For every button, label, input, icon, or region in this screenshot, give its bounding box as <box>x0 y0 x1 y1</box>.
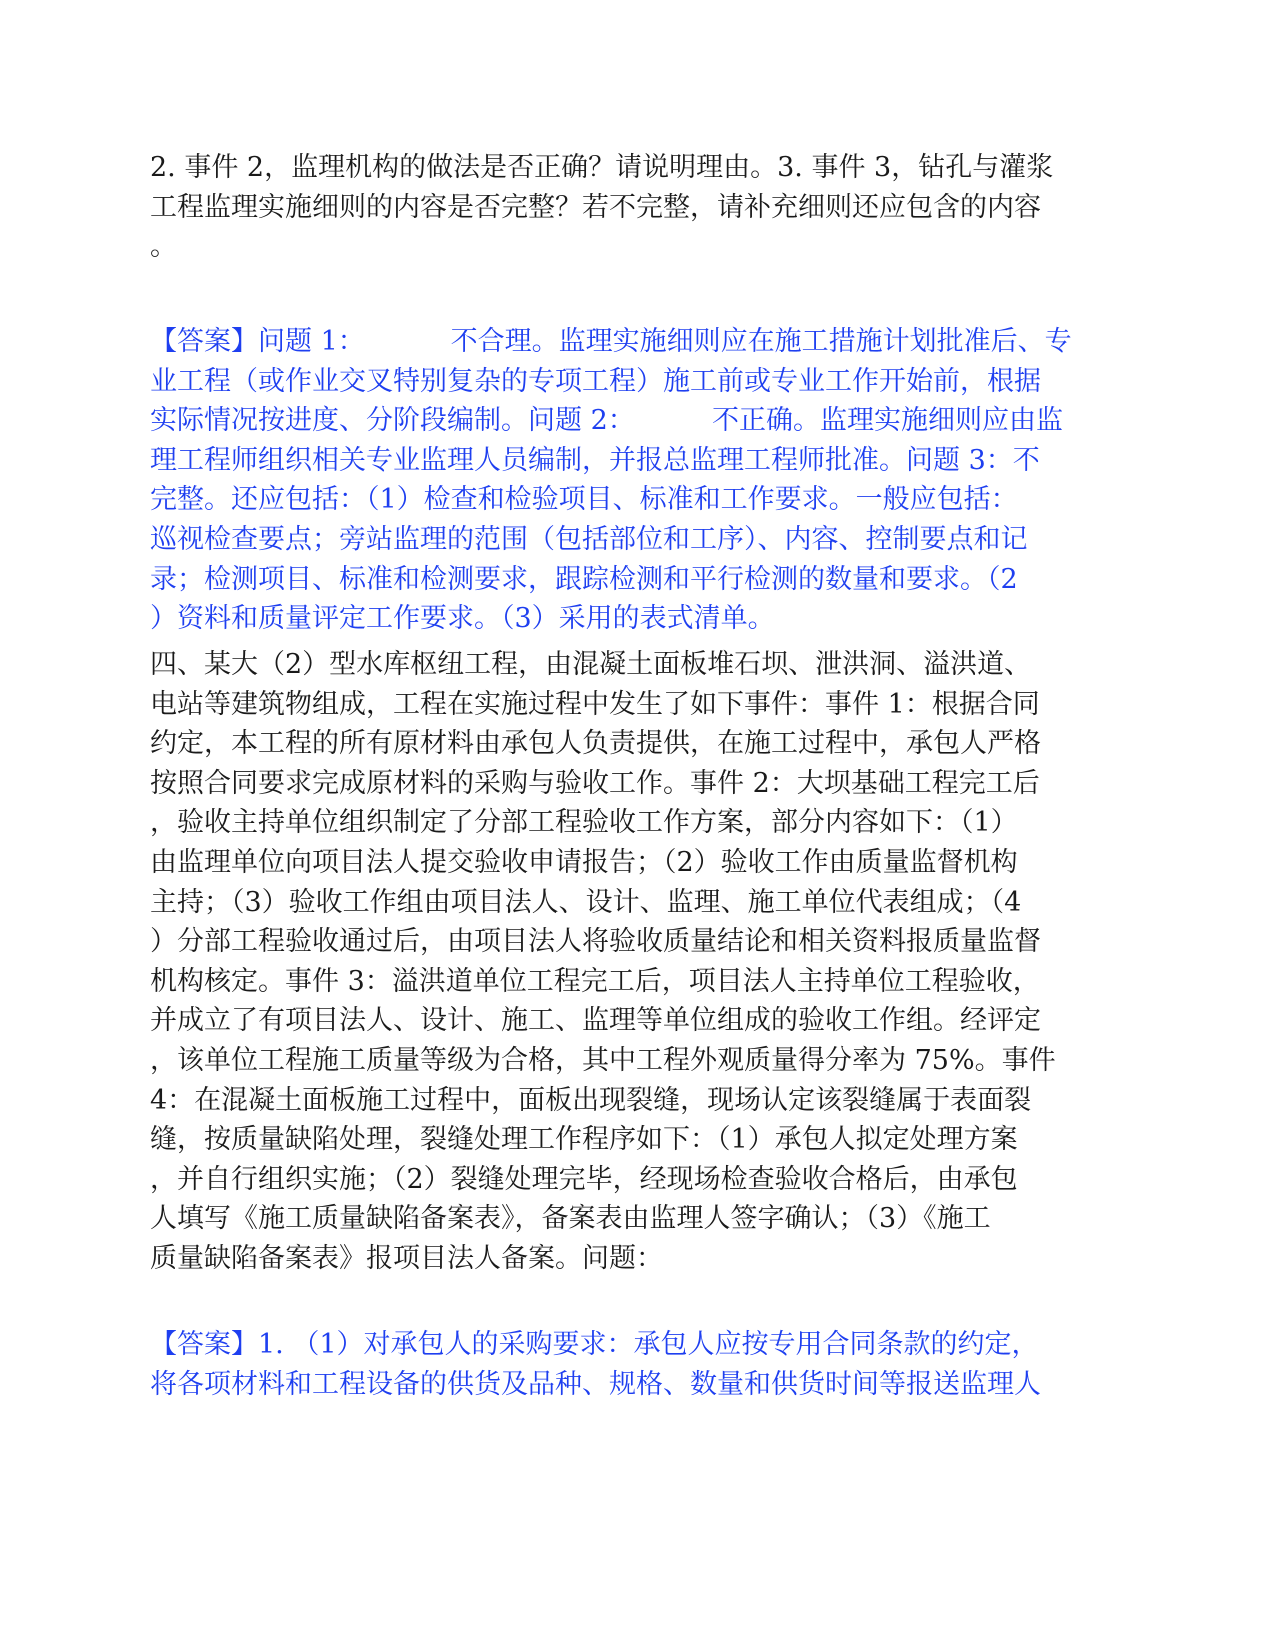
text-line: 电站等建筑物组成，工程在实施过程中发生了如下事件：事件 1：根据合同 <box>150 688 1040 720</box>
text-line: 理工程师组织相关专业监理人员编制，并报总监理工程师批准。问题 3：不 <box>150 444 1040 476</box>
text-line: 人填写《施工质量缺陷备案表》，备案表由监理人签字确认；（3）《施工 <box>150 1203 991 1235</box>
text-line: 【答案】1. （1）对承包人的采购要求：承包人应按专用合同条款的约定， <box>150 1329 1039 1360</box>
text-line: 四、某大（2）型水库枢纽工程，由混凝土面板堆石坝、泄洪洞、溢洪道、 <box>150 649 1032 680</box>
text-line: 4：在混凝土面板施工过程中，面板出现裂缝，现场认定该裂缝属于表面裂 <box>150 1084 1032 1116</box>
text-line: 录；检测项目、标准和检测要求，跟踪检测和平行检测的数量和要求。（2 <box>150 563 1018 595</box>
text-line: ）分部工程验收通过后，由项目法人将验收质量结论和相关资料报质量监督 <box>150 926 1041 958</box>
text-line: 按照合同要求完成原材料的采购与验收工作。事件 2：大坝基础工程完工后 <box>150 767 1040 799</box>
text-line: ，并自行组织实施；（2）裂缝处理完毕，经现场检查验收合格后，由承包 <box>150 1163 1018 1195</box>
question-paragraph <box>150 148 1112 267</box>
text-line: ，该单位工程施工质量等级为合格，其中工程外观质量得分率为 75%。事件 <box>150 1044 1056 1076</box>
text-line: 将各项材料和工程设备的供货及品种、规格、数量和供货时间等报送监理人 <box>150 1368 1041 1400</box>
text-line: 实际情况按进度、分阶段编制。问题 2： 不正确。监理实施细则应由监 <box>150 405 1064 437</box>
text-line: 完整。还应包括：（1）检查和检验项目、标准和工作要求。一般应包括： <box>150 484 1018 516</box>
text-line: ，验收主持单位组织制定了分部工程验收工作方案，部分内容如下：（1） <box>150 807 1018 839</box>
question-paragraph <box>150 645 1112 1279</box>
text-line: 【答案】问题 1： 不合理。监理实施细则应在施工措施计划批准后、专 <box>150 326 1072 357</box>
answer-paragraph <box>150 322 1112 639</box>
text-line: ）资料和质量评定工作要求。（3）采用的表式清单。 <box>150 603 775 635</box>
text-line: 工程监理实施细则的内容是否完整？若不完整，请补充细则还应包含的内容 <box>150 191 1041 223</box>
text-line: 业工程（或作业交叉特别复杂的专项工程）施工前或专业工作开始前，根据 <box>150 365 1041 397</box>
text-line: 主持；（3）验收工作组由项目法人、设计、监理、施工单位代表组成；（4 <box>150 886 1022 918</box>
text-line: 机构核定。事件 3：溢洪道单位工程完工后，项目法人主持单位工程验收， <box>150 965 1040 997</box>
text-line: 2. 事件 2，监理机构的做法是否正确？请说明理由。3. 事件 3，钻孔与灌浆 <box>150 152 1054 183</box>
text-line: 。 <box>150 231 177 263</box>
answer-paragraph <box>150 1325 1112 1404</box>
text-line: 并成立了有项目法人、设计、施工、监理等单位组成的验收工作组。经评定 <box>150 1005 1041 1037</box>
text-line: 由监理单位向项目法人提交验收申请报告；（2）验收工作由质量监督机构 <box>150 846 1018 878</box>
text-line: 缝，按质量缺陷处理，裂缝处理工作程序如下：（1）承包人拟定处理方案 <box>150 1124 1018 1156</box>
text-line: 巡视检查要点；旁站监理的范围（包括部位和工序）、内容、控制要点和记 <box>150 523 1028 555</box>
text-line: 质量缺陷备案表》报项目法人备案。问题： <box>150 1242 663 1274</box>
text-line: 约定，本工程的所有原材料由承包人负责提供，在施工过程中，承包人严格 <box>150 728 1041 760</box>
